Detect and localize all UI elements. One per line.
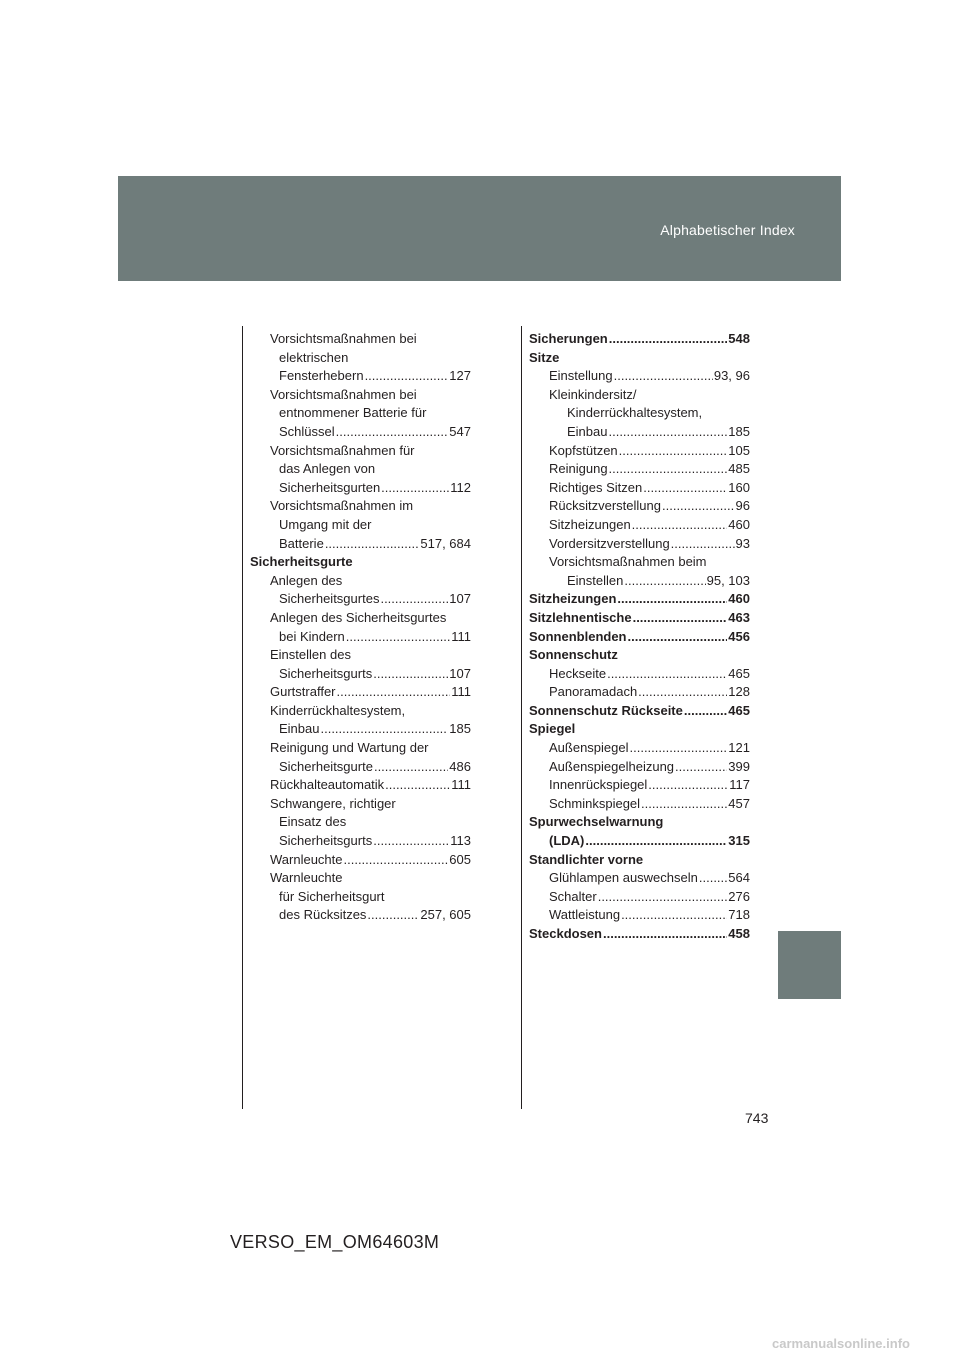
index-entry (529, 906, 750, 925)
index-entry (250, 869, 471, 888)
page-number: 743 (745, 1110, 769, 1126)
index-term: Rücksitzverstellung (549, 498, 661, 514)
page-reference: 128 (728, 684, 750, 700)
dot-leader (684, 702, 727, 721)
dot-leader (614, 367, 713, 386)
dot-leader (336, 423, 449, 442)
index-entry (250, 888, 471, 907)
page-reference: 457 (728, 795, 750, 811)
index-term: Reinigung und Wartung der (270, 740, 429, 756)
index-entry (529, 535, 750, 554)
index-entry (529, 516, 750, 535)
index-entry (250, 590, 471, 609)
index-term: Warnleuchte (270, 870, 343, 886)
index-entry (529, 720, 750, 739)
index-term: Vorsichtsmaßnahmen im (270, 498, 414, 514)
dot-leader (373, 832, 449, 851)
page-reference: 121 (728, 740, 750, 756)
page-reference: 257, 605 (420, 907, 471, 923)
index-term: Fensterhebern (279, 368, 364, 384)
dot-leader (325, 535, 420, 554)
dot-leader (598, 888, 728, 907)
dot-leader (385, 776, 450, 795)
index-entry (529, 553, 750, 572)
index-entry (250, 776, 471, 795)
index-term: Sonnenschutz (529, 647, 618, 663)
section-tab-marker (778, 931, 841, 999)
index-entry (529, 479, 750, 498)
index-term: Kinderrückhaltesystem, (270, 702, 406, 718)
index-entry (250, 646, 471, 665)
index-entry (250, 572, 471, 591)
index-term: Batterie (279, 535, 324, 551)
index-term: Sicherheitsgurts (279, 833, 373, 849)
index-entry (529, 795, 750, 814)
index-entry (250, 795, 471, 814)
index-entry (529, 869, 750, 888)
index-entry (529, 702, 750, 721)
index-term: Einstellen des (270, 647, 351, 663)
index-entry (250, 460, 471, 479)
page-reference: 485 (728, 461, 750, 477)
index-entry (250, 609, 471, 628)
index-term: Sicherheitsgurte (250, 554, 353, 570)
page-reference: 564 (728, 870, 750, 886)
page-reference: 127 (449, 368, 471, 384)
page-reference: 96 (735, 498, 750, 514)
column-divider-middle (521, 326, 522, 1109)
index-entry (529, 423, 750, 442)
index-term: Anlegen des Sicherheitsgurtes (270, 609, 447, 625)
dot-leader (675, 758, 727, 777)
index-entry (250, 535, 471, 554)
dot-leader (633, 609, 728, 628)
index-entry (529, 404, 750, 423)
index-term: Außenspiegel (549, 740, 629, 756)
dot-leader (367, 906, 419, 925)
index-term: entnommener Batterie für (279, 405, 427, 421)
index-term: Heckseite (549, 665, 607, 681)
page-reference: 95, 103 (706, 572, 750, 588)
index-term: Einstellen (567, 572, 624, 588)
page-reference: 113 (450, 833, 471, 849)
page-reference: 465 (728, 665, 750, 681)
index-entry (250, 423, 471, 442)
index-term: Rückhalteautomatik (270, 777, 385, 793)
dot-leader (621, 906, 727, 925)
page-reference: 718 (728, 907, 750, 923)
page-reference: 465 (728, 702, 750, 718)
index-term: Einbau (567, 423, 608, 439)
dot-leader (344, 851, 449, 870)
index-entry (529, 572, 750, 591)
index-entry (529, 888, 750, 907)
index-entry (250, 628, 471, 647)
section-title: Alphabetischer Index (660, 222, 795, 238)
index-entry (529, 758, 750, 777)
dot-leader (320, 720, 448, 739)
index-term: Reinigung (549, 461, 608, 477)
page-reference: 548 (728, 331, 750, 346)
index-term: Sitzheizungen (529, 591, 617, 607)
index-term: Sicherheitsgurtes (279, 591, 380, 607)
page-reference: 93 (735, 535, 750, 551)
index-term: Steckdosen (529, 926, 602, 941)
index-term: elektrischen (279, 349, 349, 365)
dot-leader (671, 535, 735, 554)
index-entry (529, 460, 750, 479)
dot-leader (662, 497, 735, 516)
page-reference: 460 (728, 591, 750, 607)
page-reference: 517, 684 (420, 535, 471, 551)
page-reference: 605 (449, 851, 471, 867)
index-term: Kinderrückhaltesystem, (567, 405, 703, 421)
dot-leader (607, 665, 727, 684)
page-reference: 117 (729, 777, 750, 793)
index-term: Sicherheitsgurten (279, 479, 381, 495)
header-band (118, 176, 841, 281)
index-entry (250, 553, 471, 572)
index-entry (250, 739, 471, 758)
index-term: Vorsichtsmaßnahmen bei (270, 331, 417, 346)
index-entry (250, 349, 471, 368)
index-term: Vordersitzverstellung (549, 535, 670, 551)
index-term: Sonnenschutz Rückseite (529, 702, 683, 718)
index-term: Vorsichtsmaßnahmen für (270, 442, 415, 458)
page-reference: 463 (728, 609, 750, 625)
index-entry (529, 832, 750, 851)
dot-leader (374, 758, 448, 777)
dot-leader (630, 739, 728, 758)
index-entry (250, 497, 471, 516)
index-entry (250, 720, 471, 739)
page-reference: 107 (449, 665, 471, 681)
index-entry (529, 330, 750, 349)
page-reference: 456 (728, 628, 750, 644)
index-entry (250, 330, 471, 349)
index-term: Außenspiegelheizung (549, 758, 675, 774)
page-reference: 460 (728, 516, 750, 532)
index-term: Sicherheitsgurts (279, 665, 373, 681)
page-reference: 111 (451, 628, 471, 644)
index-term: Sitze (529, 349, 560, 365)
index-term: Sitzheizungen (549, 516, 631, 532)
index-term: Warnleuchte (270, 851, 343, 867)
index-entry (250, 813, 471, 832)
page-reference: 399 (728, 758, 750, 774)
document-code: VERSO_EM_OM64603M (230, 1232, 440, 1252)
index-entry (250, 683, 471, 702)
index-entry (529, 851, 750, 870)
dot-leader (608, 423, 727, 442)
dot-leader (603, 925, 727, 944)
index-term: Schwangere, richtiger (270, 795, 396, 811)
dot-leader (365, 367, 449, 386)
dot-leader (609, 460, 728, 479)
index-term: Vorsichtsmaßnahmen bei (270, 386, 417, 402)
index-entry (250, 479, 471, 498)
index-entry (250, 404, 471, 423)
dot-leader (648, 776, 728, 795)
dot-leader (346, 628, 450, 647)
dot-leader (380, 590, 448, 609)
page-reference: 185 (449, 721, 471, 737)
page-reference: 112 (450, 479, 471, 495)
index-term: Einbau (279, 721, 320, 737)
index-term: bei Kindern (279, 628, 345, 644)
index-term: Wattleistung (549, 907, 621, 923)
index-entry (529, 628, 750, 647)
index-term: Schalter (549, 888, 597, 904)
index-term: Gurtstraffer (270, 684, 336, 700)
dot-leader (373, 665, 448, 684)
index-term: Panoramadach (549, 684, 638, 700)
dot-leader (624, 572, 705, 591)
index-entry (250, 758, 471, 777)
index-entry (250, 906, 471, 925)
column-divider-left (242, 326, 243, 1109)
dot-leader (337, 683, 451, 702)
index-entry (529, 609, 750, 628)
index-entry (250, 665, 471, 684)
page-reference: 547 (449, 423, 471, 439)
index-term: Anlegen des (270, 572, 343, 588)
index-term: Spurwechselwarnung (529, 814, 664, 830)
dot-leader (632, 516, 728, 535)
index-entry (529, 349, 750, 368)
index-term: Vorsichtsmaßnahmen beim (549, 554, 707, 570)
page-reference: 185 (728, 423, 750, 439)
dot-leader (609, 330, 728, 349)
index-entry (529, 739, 750, 758)
index-term: Glühlampen auswechseln (549, 870, 698, 886)
dot-leader (699, 869, 727, 888)
index-term: Einsatz des (279, 814, 347, 830)
index-term: (LDA) (549, 833, 585, 849)
watermark: carmanualsonline.info (772, 1336, 910, 1351)
index-entry (529, 590, 750, 609)
index-entry (250, 367, 471, 386)
index-entry (529, 665, 750, 684)
index-entry (250, 702, 471, 721)
page-reference: 315 (728, 833, 750, 849)
page-reference: 458 (728, 926, 750, 941)
index-term: für Sicherheitsgurt (279, 888, 385, 904)
index-entry (529, 386, 750, 405)
page-reference: 105 (728, 442, 750, 458)
index-term: Spiegel (529, 721, 576, 737)
index-term: Schlüssel (279, 423, 335, 439)
index-term: des Rücksitzes (279, 907, 367, 923)
page-reference: 111 (451, 684, 471, 700)
index-entry (250, 851, 471, 870)
index-entry (250, 442, 471, 461)
index-entry (529, 776, 750, 795)
dot-leader (617, 590, 727, 609)
dot-leader (585, 832, 727, 851)
index-term: Schminkspiegel (549, 795, 641, 811)
page-reference: 160 (728, 479, 750, 495)
index-entry (250, 832, 471, 851)
index-term: Sitzlehnentische (529, 609, 632, 625)
index-term: Sicherheitsgurte (279, 758, 373, 774)
index-entry (250, 386, 471, 405)
index-term: Umgang mit der (279, 516, 372, 532)
page-reference: 107 (449, 591, 471, 607)
dot-leader (638, 683, 727, 702)
page-reference: 93, 96 (713, 368, 750, 384)
index-term: Einstellung (549, 368, 613, 384)
index-entry (529, 367, 750, 386)
dot-leader (628, 628, 728, 647)
index-column-left (250, 330, 471, 925)
index-entry (529, 497, 750, 516)
index-term: Innenrückspiegel (549, 777, 648, 793)
dot-leader (643, 479, 727, 498)
index-term: Kleinkindersitz/ (549, 386, 637, 402)
index-term: Standlichter vorne (529, 851, 644, 867)
index-term: das Anlegen von (279, 461, 376, 477)
index-term: Sicherungen (529, 331, 608, 346)
index-term: Sonnenblenden (529, 628, 627, 644)
index-entry (529, 683, 750, 702)
index-entry (529, 813, 750, 832)
dot-leader (381, 479, 449, 498)
index-term: Richtiges Sitzen (549, 479, 643, 495)
page-reference: 276 (728, 888, 750, 904)
index-column-right (529, 330, 750, 944)
page-reference: 111 (451, 777, 471, 793)
index-term: Kopfstützen (549, 442, 618, 458)
index-entry (529, 442, 750, 461)
index-entry (529, 646, 750, 665)
dot-leader (641, 795, 727, 814)
index-entry (250, 516, 471, 535)
dot-leader (619, 442, 728, 461)
page-reference: 486 (449, 758, 471, 774)
index-entry (529, 925, 750, 944)
